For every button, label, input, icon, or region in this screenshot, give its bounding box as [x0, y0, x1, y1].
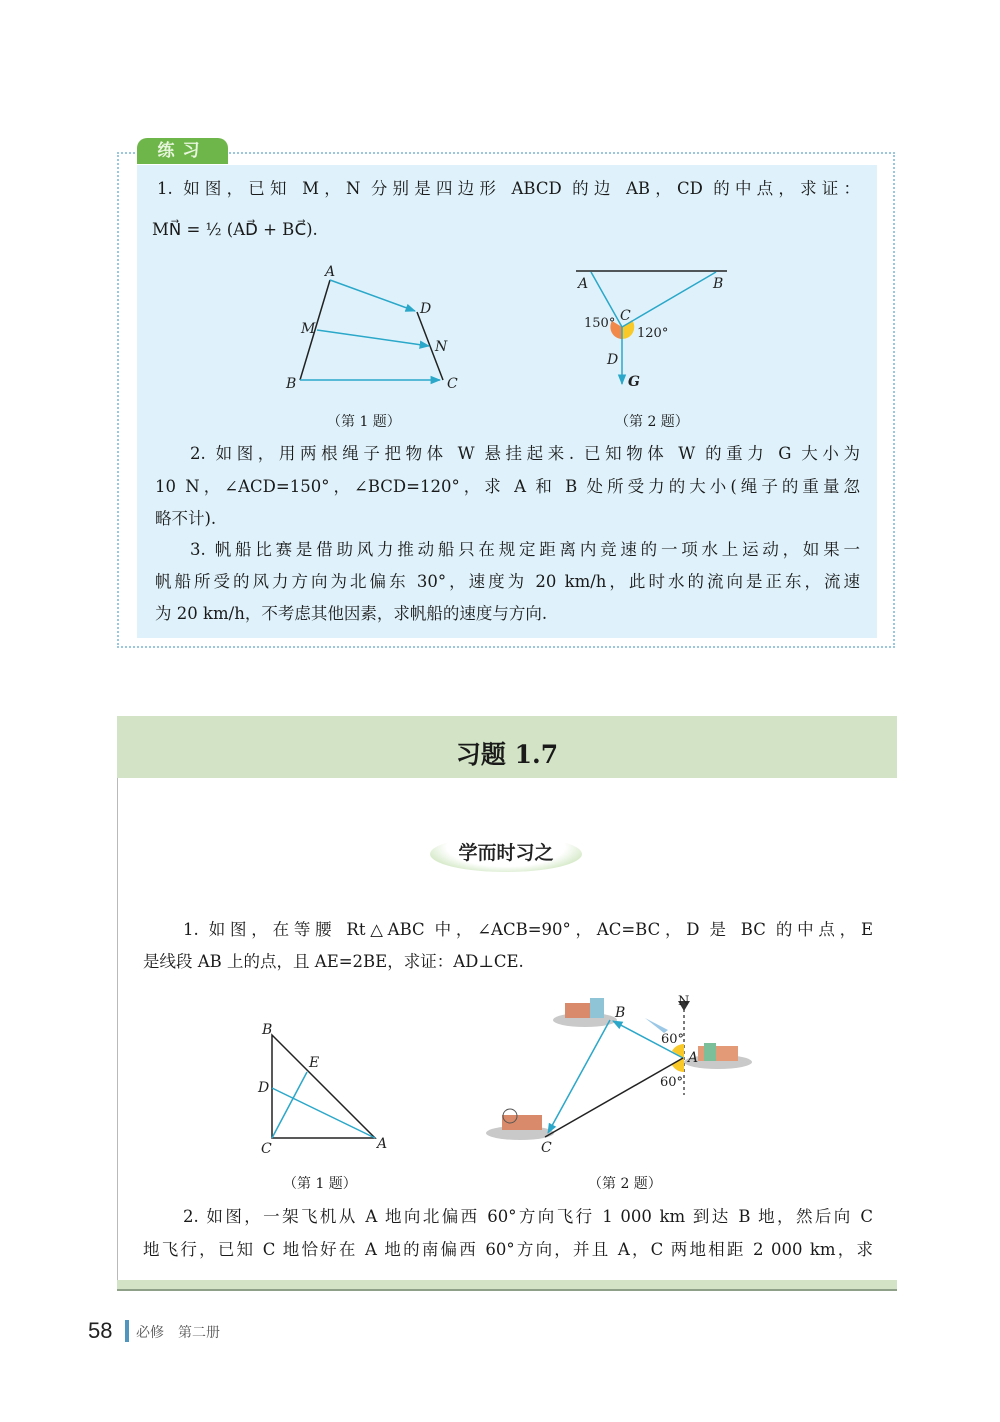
label-m: M: [301, 321, 316, 337]
exercise-fig2-caption: （第 2 题）: [588, 1176, 662, 1192]
angle-60-north: 60°: [661, 1032, 685, 1047]
label-c: C: [620, 308, 631, 324]
label-a: A: [688, 1050, 699, 1066]
section-rule: [117, 716, 118, 1286]
label-d: D: [420, 301, 432, 317]
footer-accent: [125, 1320, 129, 1342]
practice-figure-2: [570, 260, 740, 395]
practice-figure-1: [270, 255, 470, 405]
vector-ad: [330, 280, 415, 311]
label-a: A: [578, 276, 589, 292]
label-n: N: [435, 339, 448, 355]
practice-fig2-caption: （第 2 题）: [615, 414, 689, 430]
exercise-figure-2: [485, 990, 765, 1160]
vector-mn: [317, 330, 429, 346]
angle-60-south: 60°: [660, 1075, 684, 1090]
label-c: C: [261, 1141, 272, 1157]
practice-q1-formula: MN⃗ = ½ (AD⃗ + BC⃗).: [152, 220, 318, 239]
label-d: D: [258, 1080, 270, 1096]
airplane-icon: [645, 1018, 668, 1033]
label-c: C: [447, 376, 458, 392]
practice-q2-line-3: 略不计).: [155, 509, 217, 528]
book-title: 必修 第二册: [136, 1325, 220, 1341]
label-b: B: [713, 276, 724, 292]
practice-tab: 练习: [137, 138, 228, 164]
exercise-q2-line-1: 2. 如图，一架飞机从 A 地向北偏西 60°方向飞行 1 000 km 到达 B 地，然后向 C: [183, 1207, 873, 1226]
exercise-q2-line-2: 地飞行，已知 C 地恰好在 A 地的南偏西 60°方向，并且 A，C 两地相距 2 000 km，求: [143, 1240, 873, 1259]
page-number: 58: [88, 1318, 113, 1343]
label-d: D: [607, 352, 619, 368]
exercise-title: 习题 1.7: [455, 740, 559, 769]
practice-q3-line-2: 帆船所受的风力方向为北偏东 30°，速度为 20 km/h，此时水的流向是正东，流速: [155, 572, 860, 591]
section-bottom-bar: [117, 1280, 897, 1291]
label-b: B: [286, 376, 297, 392]
exercise-q1-line-1: 1. 如图，在等腰 Rt△ABC 中，∠ACB=90°，AC=BC，D 是 BC 的中点，E: [183, 920, 873, 939]
label-b: B: [262, 1022, 273, 1038]
label-a: A: [325, 264, 336, 280]
practice-q1-text: 1. 如图，已知 M，N 分别是四边形 ABCD 的边 AB，CD 的中点，求证：: [157, 179, 860, 198]
angle-150: 150°: [584, 316, 616, 331]
practice-q3-line-1: 3. 帆船比赛是借助风力推动船只在规定距离内竞速的一项水上运动，如果一: [190, 540, 860, 559]
label-b: B: [615, 1005, 626, 1021]
exercise-figure-1: [250, 1015, 400, 1160]
label-a: A: [377, 1136, 388, 1152]
label-c: C: [541, 1140, 552, 1156]
practice-q2-line-2: 10 N，∠ACD=150°，∠BCD=120°，求 A 和 B 处所受力的大小(绳子的重量忽: [155, 477, 860, 496]
practice-q2-line-1: 2. 如图，用两根绳子把物体 W 悬挂起来. 已知物体 W 的重力 G 大小为: [190, 444, 860, 463]
exercise-badge: 学而时习之: [430, 836, 582, 872]
practice-fig1-caption: （第 1 题）: [327, 414, 401, 430]
label-g: G: [628, 374, 640, 390]
north-label: N: [678, 994, 690, 1009]
exercise-fig1-caption: （第 1 题）: [283, 1176, 357, 1192]
exercise-q1-line-2: 是线段 AB 上的点，且 AE=2BE，求证：AD⊥CE.: [143, 952, 524, 971]
practice-q3-line-3: 为 20 km/h，不考虑其他因素，求帆船的速度与方向.: [155, 604, 548, 623]
angle-120: 120°: [637, 326, 669, 341]
label-e: E: [309, 1055, 320, 1071]
